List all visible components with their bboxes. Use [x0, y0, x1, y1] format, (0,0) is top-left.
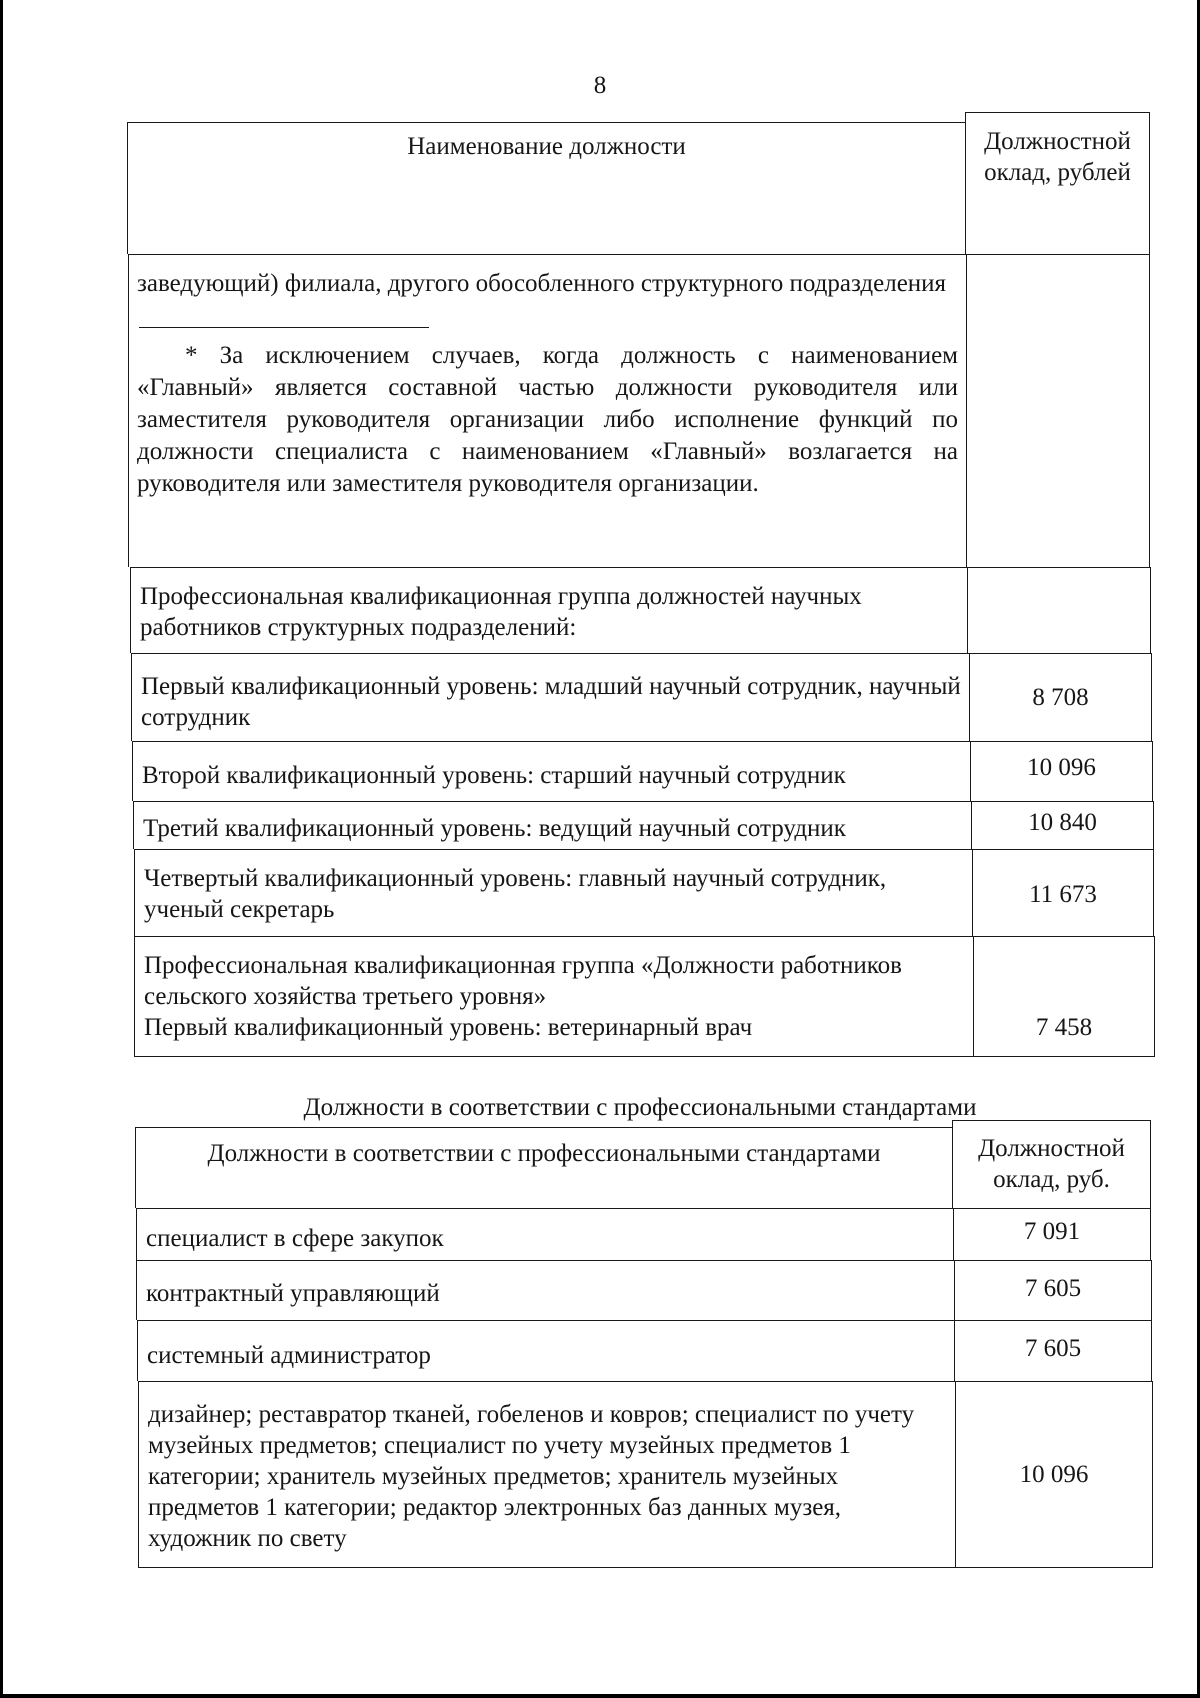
table2-header-salary-label: Должностной оклад, руб.	[978, 1135, 1125, 1193]
table2-row-3-salary: 7 605	[954, 1320, 1152, 1381]
table1-row-3-name: Второй квалификационный уровень: старший научный сотрудник	[132, 741, 970, 801]
table1-row-1-name: Профессиональная квалификационная группа должностей научных работников структурных подразделений:	[130, 567, 967, 653]
table2-header-salary-cell	[952, 1120, 1151, 1208]
footnote-separator	[139, 327, 429, 328]
scan-left-border	[0, 0, 3, 1698]
table1-row-5-salary: 11 673	[972, 849, 1154, 936]
table2-row-1-salary: 7 091	[953, 1208, 1151, 1260]
table1-row-5-name: Четвертый квалификационный уровень: главный научный сотрудник, ученый секретарь	[134, 849, 972, 936]
header-position-cell	[127, 122, 965, 254]
scan-bottom-border	[0, 1694, 1200, 1698]
table2-row-1-name: специалист в сфере закупок	[136, 1208, 953, 1260]
continued-row-name	[128, 254, 966, 567]
table1-row-2-salary: 8 708	[969, 653, 1152, 741]
table2-row-4-name: дизайнер; реставратор тканей, гобеленов и ковров; специалист по учету музейных предметов; специалист по учету музейных предметов 1 категории; хранитель музейных предметов; хранитель музейных предметов 1 категории; редактор электронных баз данных музея, художник по свету	[138, 1381, 955, 1568]
table2-row-2-name: контрактный управляющий	[136, 1260, 954, 1320]
continued-row-salary	[966, 254, 1150, 567]
table1-row-1-salary	[967, 567, 1151, 653]
header-salary-cell	[965, 112, 1150, 254]
table1-row-4-salary: 10 840	[971, 801, 1154, 849]
footnote-text: * За исключением случаев, когда должность с наименованием «Главный» является составной частью должности руководителя или заместителя руководителя организации либо исполнение функций по должности специалиста с наименованием «Главный» возлагается на руководителя или заместителя руководителя организации.	[137, 342, 958, 497]
continued-row-text: заведующий) филиала, другого обособленного структурного подразделения	[137, 270, 947, 297]
page-number: 8	[593, 72, 607, 99]
table1-row-4-name: Третий квалификационный уровень: ведущий научный сотрудник	[133, 801, 971, 849]
header-position-label: Наименование должности	[407, 133, 686, 160]
table2-header-position-label: Должности в соответствии с профессиональными стандартами	[207, 1140, 881, 1167]
table2-header-position-cell	[135, 1127, 952, 1208]
table2-row-3-name: системный администратор	[137, 1320, 954, 1381]
header-salary-label: Должностной оклад, рублей	[984, 128, 1131, 186]
section-title: Должности в соответствии с профессиональными стандартами	[303, 1094, 977, 1121]
table1-row-6-name: Профессиональная квалификационная группа «Должности работников сельского хозяйства третьего уровня» Первый квалификационный уровень: ветеринарный врач	[134, 936, 973, 1057]
table2-row-4-salary: 10 096	[955, 1381, 1153, 1568]
table1-row-2-name: Первый квалификационный уровень: младший научный сотрудник, научный сотрудник	[131, 653, 969, 741]
table1-row-6-salary: 7 458	[973, 936, 1155, 1057]
table2-row-2-salary: 7 605	[954, 1260, 1152, 1320]
table1-row-3-salary: 10 096	[970, 741, 1153, 801]
